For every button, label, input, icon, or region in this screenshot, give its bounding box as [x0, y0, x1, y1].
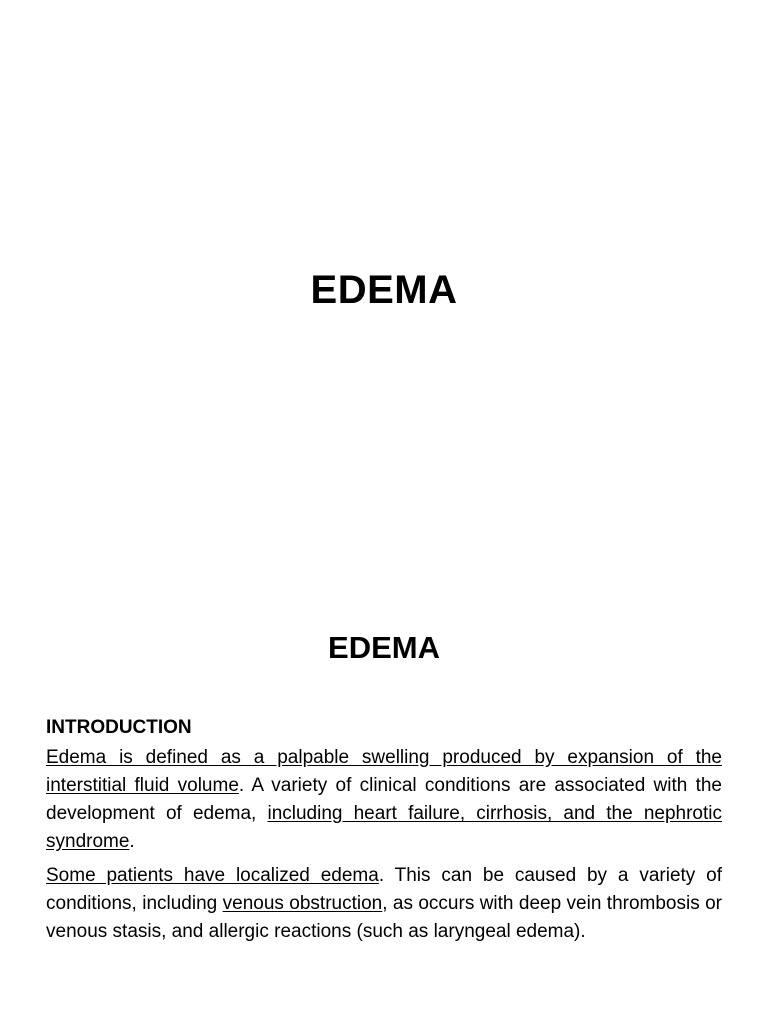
underlined-localized-edema: Some patients have localized edema: [46, 865, 379, 886]
paragraph-localized: [46, 862, 722, 946]
underlined-venous-obstruction: venous obstruction: [222, 893, 383, 914]
paragraph-text: .: [129, 831, 135, 852]
section-title: EDEMA: [328, 630, 440, 665]
introduction-heading: INTRODUCTION: [46, 717, 192, 738]
section-content: [46, 714, 722, 952]
cover-title: EDEMA: [310, 268, 458, 312]
paragraph-text: . This can be caused by a variety of conditions, including: [46, 865, 722, 914]
paragraph-text: . A variety of clinical conditions are associated with the development of edema,: [46, 775, 722, 824]
underlined-conditions: including heart failure, cirrhosis, and the nephrotic syndrome: [46, 803, 722, 852]
paragraph-text: , as occurs with deep vein thrombosis or venous stasis, and allergic reactions (such as laryngeal edema).: [46, 893, 722, 942]
underlined-definition: Edema is defined as a palpable swelling produced by expansion of the interstitial fluid volume: [46, 747, 722, 796]
paragraph-definition: [46, 744, 722, 856]
